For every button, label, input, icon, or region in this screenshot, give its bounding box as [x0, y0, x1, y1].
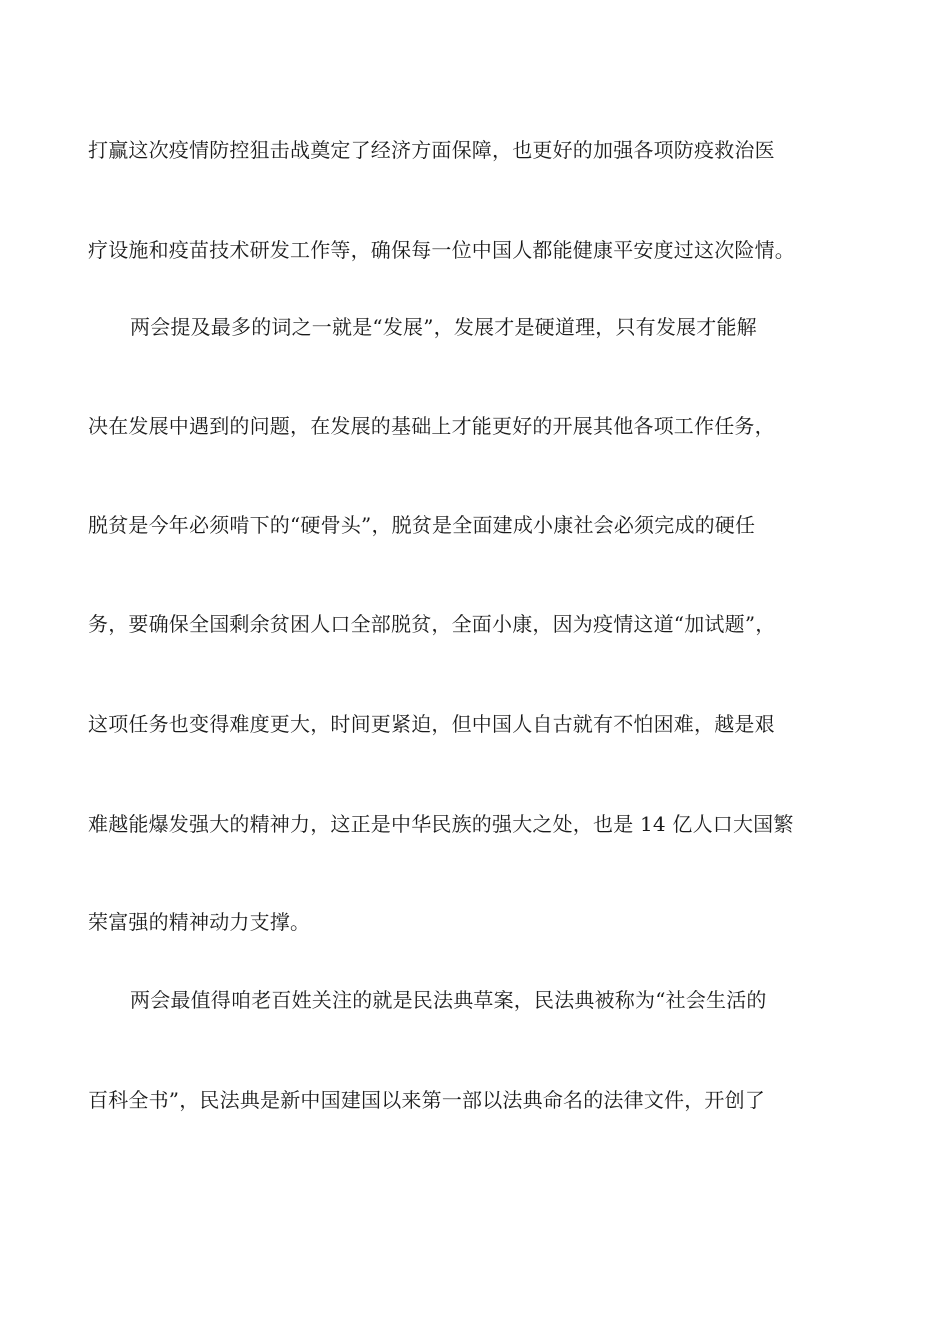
- text-line-11: 百科全书”，民法典是新中国建国以来第一部以法典命名的法律文件，开创了: [88, 1088, 766, 1112]
- text-line-9: 荣富强的精神动力支撑。: [88, 910, 311, 934]
- text-line-1: 打赢这次疫情防控狙击战奠定了经济方面保障，也更好的加强各项防疫救治医: [88, 138, 775, 162]
- text-line-6: 务，要确保全国剩余贫困人口全部脱贫，全面小康，因为疫情这道“加试题”，: [88, 612, 776, 636]
- paragraph-start-line-10: 两会最值得咱老百姓关注的就是民法典草案，民法典被称为“社会生活的: [130, 988, 767, 1012]
- text-line-8: 难越能爆发强大的精神力，这正是中华民族的强大之处，也是 14 亿人口大国繁: [88, 812, 794, 836]
- text-line-2: 疗设施和疫苗技术研发工作等，确保每一位中国人都能健康平安度过这次险情。: [88, 238, 795, 262]
- text-line-5: 脱贫是今年必须啃下的“硬骨头”，脱贫是全面建成小康社会必须完成的硬任: [88, 513, 756, 537]
- paragraph-start-line-3: 两会提及最多的词之一就是“发展”，发展才是硬道理，只有发展才能解: [130, 315, 757, 339]
- text-line-4: 决在发展中遇到的问题，在发展的基础上才能更好的开展其他各项工作任务，: [88, 414, 775, 438]
- text-line-7: 这项任务也变得难度更大，时间更紧迫，但中国人自古就有不怕困难，越是艰: [88, 712, 775, 736]
